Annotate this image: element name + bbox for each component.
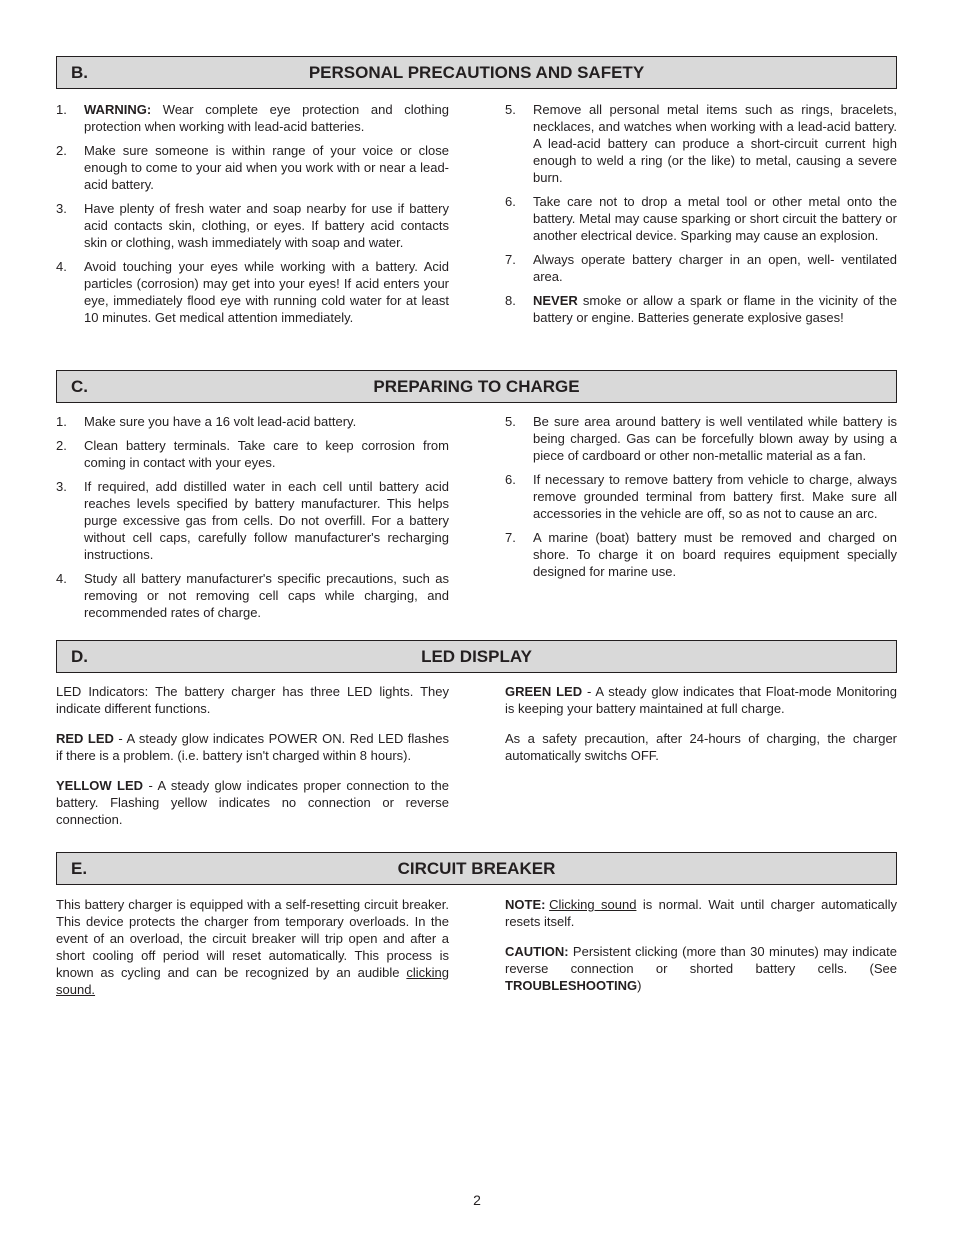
paragraph-body: - A steady glow indicates that Float-mode Monitoring is keeping your battery maintained at full charge. [505,684,898,716]
item-text: If required, add distilled water in each cell until battery acid reaches levels specified by battery manufacturer. This helps purge excessive gas from cells. Do not overfill. For a battery without cell caps, carefully follow manufacturer's recharging instructions. [84,479,449,562]
item-text: If necessary to remove battery from vehicle to charge, always remove grounded terminal from battery first. Make sure all accessories in the vehicle are off, so as not to cause an arc. [533,472,897,521]
paragraph-body-end: ) [637,978,642,993]
list-item [505,292,897,326]
right-column [505,413,897,628]
item-text: Remove all personal metal items such as rings, bracelets, necklaces, and watches when working with a lead-acid battery. A lead-acid battery can produce a short-circuit current high enough to weld a ring (or the like) to metal, causing a severe burn. [533,102,897,185]
section-header-b [56,56,897,89]
item-number: 7. [505,530,516,545]
section-title: LED DISPLAY [421,647,532,666]
item-number: 6. [505,194,516,209]
section-header-c [56,370,897,403]
led-label-yellow: YELLOW LED [56,778,144,793]
item-text: Always operate battery charger in an open, well- ventilated area. [533,252,897,284]
item-text: Have plenty of fresh water and soap nearby for use if battery acid contacts skin, clothing, or eyes. If battery acid contacts skin or clothing, wash immediately with soap and water. [84,201,449,250]
section-letter: C. [71,377,88,396]
item-text: Make sure someone is within range of your voice or close enough to come to your aid when you work with or near a lead-acid battery. [84,143,449,192]
section-header-d [56,640,897,673]
section-body-e [56,896,897,1005]
list-item [56,258,449,326]
item-text: Make sure you have a 16 volt lead-acid battery. [84,414,357,429]
section-body-c [56,413,897,628]
item-number: 8. [505,293,516,308]
section-body-b [56,101,897,333]
section-title: PREPARING TO CHARGE [373,377,580,396]
list-item [56,413,449,430]
item-number: 5. [505,102,516,117]
right-column [505,896,897,1005]
item-body: smoke or allow a spark or flame in the vicinity of the battery or engine. Batteries generate explosive gases! [533,293,897,325]
item-number: 5. [505,414,516,429]
section-title: PERSONAL PRECAUTIONS AND SAFETY [308,63,645,82]
paragraph-body: is normal. Wait until charger automatically resets itself. [505,897,898,929]
item-text: Avoid touching your eyes while working with a battery. Acid particles (corrosion) may get into your eyes! If acid enters your eye, immediately flood eye with running cold water for at least 10 minutes. Get medical attention immediately. [84,259,449,325]
list-item [56,478,449,563]
paragraph-body: - A steady glow indicates proper connection to the battery. Flashing yellow indicates no connection or reverse connection. [56,778,450,827]
page-number: 2 [473,1192,481,1208]
section-letter: D. [71,647,88,666]
item-number: 1. [56,102,67,117]
left-column [56,683,449,835]
caution-paragraph [505,943,897,994]
left-column [56,896,449,1005]
section-header-e [56,852,897,885]
item-number: 2. [56,438,67,453]
item-text: Study all battery manufacturer's specific precautions, such as removing or not removing cell caps while charging, and recommended rates of charge. [84,571,449,620]
item-number: 4. [56,571,67,586]
led-label-green: GREEN LED [505,684,583,699]
item-emphasis: WARNING: [84,102,152,117]
note-label: NOTE: [505,897,546,912]
item-text: Be sure area around battery is well ventilated while battery is being charged. Gas can be forcefully blown away by using a piece of cardboard or other non-metallic material as a fan. [533,414,897,463]
paragraph-body: - A steady glow indicates POWER ON. Red LED flashes if there is a problem. (i.e. battery isn't charged within 8 hours). [56,731,449,763]
item-text: A marine (boat) battery must be removed and charged on shore. To charge it on board requires equipment specially designed for marine use. [533,530,897,579]
caution-label: CAUTION: [505,944,569,959]
list-item [505,193,897,244]
left-column [56,413,449,628]
item-body: Wear complete eye protection and clothing protection when working with lead-acid batteries. [84,102,449,134]
item-text: Take care not to drop a metal tool or other metal onto the battery. Metal may cause sparking or short circuit the battery or another electrical device. Sparking may cause an explosion. [533,194,897,243]
paragraph [505,683,897,717]
paragraph-body: This battery charger is equipped with a self-resetting circuit breaker. This device protects the charger from temporary overloads. In the event of an overload, the circuit breaker will trip open and after a short cooling off period will reset automatically. This process is known as cycling and can be recognized by an audible [56,897,449,980]
list-item [505,471,897,522]
list-item [505,101,897,186]
item-number: 3. [56,479,67,494]
list-item [56,101,449,135]
section-letter: B. [71,63,88,82]
paragraph [56,896,449,998]
left-column [56,101,449,333]
item-number: 2. [56,143,67,158]
paragraph: As a safety precaution, after 24-hours of charging, the charger automatically switchs OFF. [505,731,897,763]
list-item [505,251,897,285]
list-item [505,413,897,464]
list-item [56,200,449,251]
item-text [533,292,897,326]
section-title: CIRCUIT BREAKER [397,859,556,878]
item-number: 6. [505,472,516,487]
troubleshooting-reference: TROUBLESHOOTING [505,978,638,993]
underlined-text: clicking sound. [56,965,449,997]
paragraph [56,730,449,764]
note-paragraph [505,896,897,930]
underlined-text: Clicking sound [549,897,637,912]
item-emphasis: NEVER [533,293,578,308]
paragraph-body: Persistent clicking (more than 30 minutes) may indicate reverse connection or shorted battery cells. (See [505,944,897,976]
paragraph: LED Indicators: The battery charger has three LED lights. They indicate different functions. [56,684,449,716]
list-item [56,570,449,621]
led-label-red: RED LED [56,731,114,746]
list-item [505,529,897,580]
item-number: 4. [56,259,67,274]
paragraph [56,777,449,828]
right-column [505,101,897,333]
item-text [84,101,449,135]
item-number: 1. [56,414,67,429]
item-number: 3. [56,201,67,216]
list-item [56,142,449,193]
section-letter: E. [71,859,88,878]
section-body-d [56,683,897,835]
item-number: 7. [505,252,516,267]
item-text: Clean battery terminals. Take care to keep corrosion from coming in contact with your eyes. [84,438,449,470]
list-item [56,437,449,471]
right-column [505,683,897,835]
